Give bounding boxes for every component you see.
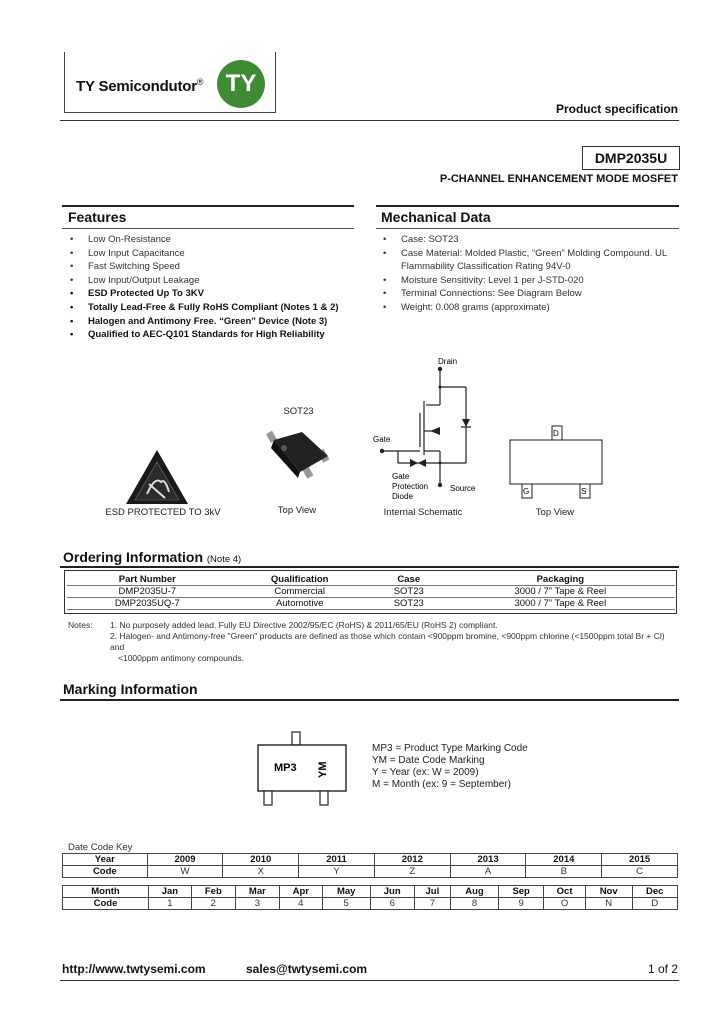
marking-chip-diagram <box>252 730 352 810</box>
ordering-title: Ordering Information (Note 4) <box>63 549 242 565</box>
mechanical-item: • Terminal Connections: See Diagram Below <box>381 287 677 301</box>
mechanical-item: • Case: SOT23 <box>381 233 677 247</box>
note-1: 1. No purposely added lead. Fully EU Directive 2002/95/EC (RoHS) & 2011/65/EU (RoHS 2) compliant. <box>110 620 498 630</box>
feature-item: • Totally Lead-Free & Fully RoHS Compliant (Notes 1 & 2) <box>68 301 358 315</box>
page-number: 1 of 2 <box>647 962 678 976</box>
date-code-cell: C <box>602 866 678 878</box>
footer-email-link[interactable]: sales@twtysemi.com <box>246 962 368 976</box>
date-code-cell: B <box>526 866 602 878</box>
ordering-column-header: Case <box>371 574 446 586</box>
company-name: TY Semicondutor® <box>76 77 204 95</box>
ordering-cell: DMP2035U-7 <box>67 586 229 598</box>
feature-item: • Low Input Capacitance <box>68 247 358 261</box>
date-code-cell: 5 <box>322 898 370 910</box>
chip-date-code: YM <box>317 761 329 778</box>
chip-marking-code: MP3 <box>274 762 297 774</box>
mechanical-item: • Moisture Sensitivity: Level 1 per J-STD-020 <box>381 274 677 288</box>
features-title: Features <box>68 209 127 225</box>
legend-line-2: YM = Date Code Marking <box>372 755 485 766</box>
pinout-top-view-caption: Top View <box>535 507 575 518</box>
date-code-cell: 8 <box>451 898 499 910</box>
ordering-cell: DMP2035UQ-7 <box>67 598 229 610</box>
internal-schematic-caption: Internal Schematic <box>383 507 463 518</box>
features-sub-rule <box>62 228 354 229</box>
mechanical-list <box>381 233 677 315</box>
date-code-cell: Z <box>374 866 450 878</box>
month-header-row <box>63 886 678 898</box>
date-code-cell: 2010 <box>223 854 299 866</box>
footer-divider <box>60 980 679 981</box>
internal-schematic <box>368 355 483 515</box>
date-code-cell: Year <box>63 854 148 866</box>
date-code-cell: 2012 <box>374 854 450 866</box>
ordering-cell: 3000 / 7” Tape & Reel <box>446 586 674 598</box>
date-code-cell: Sep <box>498 886 543 898</box>
table-row <box>67 598 675 610</box>
legend-line-1: MP3 = Product Type Marking Code <box>372 743 528 754</box>
date-code-cell: A <box>450 866 526 878</box>
date-code-cell: W <box>147 866 223 878</box>
date-code-cell: 7 <box>414 898 450 910</box>
ordering-table <box>67 574 675 610</box>
date-code-cell: 2011 <box>299 854 375 866</box>
ordering-top-rule <box>60 566 679 568</box>
date-code-cell: Jun <box>370 886 414 898</box>
date-code-cell: Code <box>63 866 148 878</box>
features-list <box>68 233 358 342</box>
date-code-cell: 9 <box>498 898 543 910</box>
feature-item: • Qualified to AEC-Q101 Standards for High Reliability <box>68 328 358 342</box>
table-row <box>67 586 675 598</box>
ordering-column-header: Qualification <box>228 574 371 586</box>
date-code-cell: 2013 <box>450 854 526 866</box>
mechanical-title: Mechanical Data <box>381 209 491 225</box>
date-code-cell: Apr <box>279 886 322 898</box>
notes-label: Notes: <box>68 620 93 630</box>
date-code-cell: Month <box>63 886 149 898</box>
year-header-row <box>63 854 678 866</box>
mechanical-item: • Case Material: Molded Plastic, “Green” Molding Compound. UL Flammability Classification Rating 94V-0 <box>381 247 677 274</box>
date-code-cell: 2009 <box>147 854 223 866</box>
ordering-header-row <box>67 574 675 586</box>
header-divider <box>60 120 679 121</box>
date-code-cell: Y <box>299 866 375 878</box>
feature-item: • Low On-Resistance <box>68 233 358 247</box>
month-code-table <box>62 885 678 910</box>
pin-s-label: S <box>581 487 587 496</box>
gate-protection-label-3: Diode <box>392 492 413 501</box>
date-code-cell: X <box>223 866 299 878</box>
month-code-row <box>63 898 678 910</box>
date-code-cell: D <box>632 898 678 910</box>
product-specification-label: Product specification <box>555 102 678 116</box>
ordering-column-header: Part Number <box>67 574 229 586</box>
year-code-table <box>62 853 678 878</box>
feature-item: • Fast Switching Speed <box>68 260 358 274</box>
year-code-row <box>63 866 678 878</box>
pin-d-label: D <box>553 429 559 438</box>
sot23-package-image <box>262 428 337 483</box>
pinout-top-view <box>508 424 604 500</box>
marking-legend <box>372 743 528 791</box>
gate-label: Gate <box>373 435 391 444</box>
date-code-cell: Mar <box>235 886 279 898</box>
date-code-cell: Dec <box>632 886 678 898</box>
ordering-column-header: Packaging <box>446 574 674 586</box>
ordering-cell: Commercial <box>228 586 371 598</box>
date-code-cell: Jan <box>149 886 192 898</box>
feature-item: • ESD Protected Up To 3KV <box>68 287 358 301</box>
ordering-table-frame <box>64 570 677 614</box>
ordering-cell: Automotive <box>228 598 371 610</box>
marking-top-rule <box>60 699 679 701</box>
esd-caption: ESD PROTECTED TO 3kV <box>105 507 221 518</box>
source-label: Source <box>450 484 476 493</box>
date-code-cell: Nov <box>585 886 632 898</box>
date-code-cell: 3 <box>235 898 279 910</box>
date-code-cell: Jul <box>414 886 450 898</box>
marking-title: Marking Information <box>63 681 198 697</box>
part-number: DMP2035U <box>582 146 680 170</box>
legend-line-4: M = Month (ex: 9 = September) <box>372 779 511 790</box>
date-code-cell: N <box>585 898 632 910</box>
ordering-cell: 3000 / 7” Tape & Reel <box>446 598 674 610</box>
ordering-cell: SOT23 <box>371 586 446 598</box>
date-code-cell: 2 <box>191 898 235 910</box>
part-description: P-CHANNEL ENHANCEMENT MODE MOSFET <box>439 173 678 185</box>
date-code-cell: Aug <box>451 886 499 898</box>
mechanical-sub-rule <box>376 228 679 229</box>
footer-website-link[interactable]: http://www.twtysemi.com <box>62 962 206 976</box>
pin-g-label: G <box>523 487 530 496</box>
sot23-label: SOT23 <box>283 406 314 417</box>
date-code-cell: 4 <box>279 898 322 910</box>
ordering-note-ref: (Note 4) <box>206 554 242 565</box>
gate-protection-label-1: Gate <box>392 472 410 481</box>
feature-item: • Halogen and Antimony Free. “Green” Device (Note 3) <box>68 315 358 329</box>
legend-line-3: Y = Year (ex: W = 2009) <box>372 767 479 778</box>
feature-item: • Low Input/Output Leakage <box>68 274 358 288</box>
mechanical-item: • Weight: 0.008 grams (approximate) <box>381 301 677 315</box>
gate-protection-label-2: Protection <box>392 482 429 491</box>
date-code-cell: May <box>322 886 370 898</box>
date-code-cell: Feb <box>191 886 235 898</box>
features-top-rule <box>62 205 354 207</box>
company-logo: TY <box>217 60 265 108</box>
esd-symbol <box>125 448 190 506</box>
date-code-cell: O <box>544 898 585 910</box>
date-code-cell: 6 <box>370 898 414 910</box>
drain-label: Drain <box>438 357 458 366</box>
mechanical-top-rule <box>376 205 679 207</box>
ordering-cell: SOT23 <box>371 598 446 610</box>
note-2-continued: <1000ppm antimony compounds. <box>118 653 244 663</box>
date-code-key-title: Date Code Key <box>68 842 133 853</box>
package-top-view-caption: Top View <box>277 505 317 516</box>
date-code-cell: 2014 <box>526 854 602 866</box>
date-code-cell: 2015 <box>602 854 678 866</box>
ordering-notes <box>110 620 680 664</box>
date-code-cell: 1 <box>149 898 192 910</box>
date-code-cell: Oct <box>544 886 585 898</box>
note-2: 2. Halogen- and Antimony-free "Green" products are defined as those which contain <900ppm bromine, <900ppm chlorine (<1500ppm total Br + Cl) and <box>110 631 665 652</box>
date-code-cell: Code <box>63 898 149 910</box>
